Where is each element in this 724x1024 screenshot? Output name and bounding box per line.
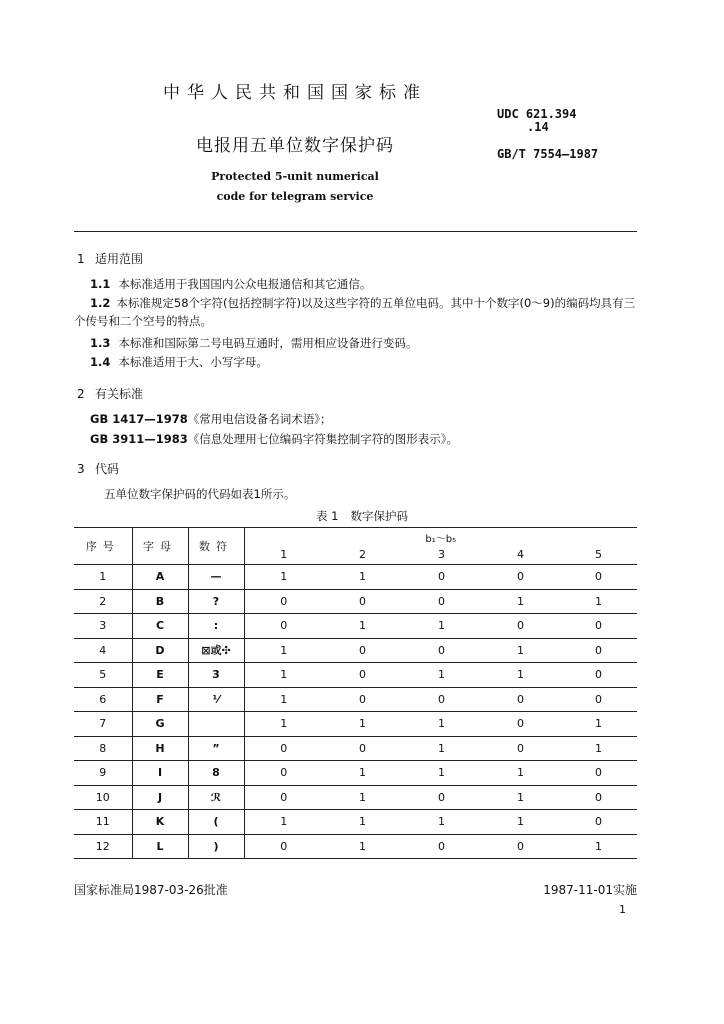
cell-bit-1: 1 [244,663,323,688]
gb-number: GB/T 7554—1987 [497,147,599,161]
cell-letter: C [132,614,188,639]
cell-bit-2: 1 [323,785,402,810]
cell-letter: A [132,565,188,590]
clause-text: 本标准规定58个字符(包括控制字符)以及这些字符的五单位电码。其中十个数字(0～9)的编码均具有三个传号和二个空号的特点。 [74,296,636,328]
cell-letter: H [132,736,188,761]
section-number: 3 [77,462,85,476]
cell-bit-3: 1 [402,614,481,639]
header-bit-5: 5 [560,545,637,565]
cell-bit-1: 1 [244,712,323,737]
reference-title: 《信息处理用七位编码字符集控制字符的图形表示》。 [187,432,458,446]
cell-bit-2: 1 [323,712,402,737]
standard-title: 电报用五单位数字保护码 [196,136,394,156]
cell-figure: : [188,614,244,639]
cell-figure: ℛ [188,785,244,810]
clause-1-2 [74,294,637,330]
cell-bit-4: 0 [481,834,560,859]
header-bit-4: 4 [481,545,560,565]
cell-bit-4: 1 [481,810,560,835]
cell-bit-5: 1 [560,736,637,761]
table-row [74,638,637,663]
table-row [74,761,637,786]
cell-seq: 7 [74,712,132,737]
cell-bit-5: 1 [560,712,637,737]
clause-number: 1.1 [90,277,111,291]
cell-bit-3: 0 [402,589,481,614]
cell-bit-1: 0 [244,614,323,639]
cell-bit-5: 1 [560,589,637,614]
cell-bit-3: 1 [402,761,481,786]
reference-code: GB 1417—1978 [90,412,188,426]
cell-bit-2: 1 [323,614,402,639]
section-title: 有关标准 [95,387,144,401]
cell-bit-5: 0 [560,663,637,688]
table-caption-label: 表 1 [316,509,339,523]
header-bit-2: 2 [323,545,402,565]
approval-date: 国家标准局1987-03-26批准 [74,883,228,897]
cell-bit-3: 1 [402,712,481,737]
cell-letter: G [132,712,188,737]
english-title [0,167,590,207]
cell-bit-3: 1 [402,810,481,835]
clause-text: 本标准适用于我国国内公众电报通信和其它通信。 [118,277,372,291]
section-title: 代码 [95,462,120,476]
table-row [74,687,637,712]
cell-letter: L [132,834,188,859]
cell-bit-1: 1 [244,810,323,835]
clause-number: 1.4 [90,355,111,369]
clause-number: 1.3 [90,336,111,350]
cell-bit-5: 0 [560,785,637,810]
cell-letter: B [132,589,188,614]
cell-bit-5: 0 [560,810,637,835]
cell-figure: ? [188,589,244,614]
section-3-heading [77,460,119,477]
cell-figure: 3 [188,663,244,688]
header-figure: 数符 [188,528,244,565]
cell-seq: 12 [74,834,132,859]
code-table [74,527,637,859]
cell-bit-3: 0 [402,565,481,590]
section-3-intro: 五单位数字保护码的代码如表1所示。 [104,487,296,501]
table-row [74,736,637,761]
table-row [74,589,637,614]
clause-text: 本标准和国际第二号电码互通时，需用相应设备进行变码。 [118,336,418,350]
cell-bit-2: 0 [323,589,402,614]
cell-bit-4: 1 [481,638,560,663]
cell-letter: E [132,663,188,688]
cell-bit-2: 0 [323,638,402,663]
cell-seq: 5 [74,663,132,688]
cell-bit-1: 1 [244,638,323,663]
clause-1-1 [90,275,371,293]
cell-bit-2: 1 [323,834,402,859]
cell-letter: D [132,638,188,663]
clause-text: 本标准适用于大、小写字母。 [118,355,268,369]
reference-1 [90,410,331,428]
cell-bit-3: 1 [402,663,481,688]
section-title: 适用范围 [95,252,144,266]
cell-bit-4: 0 [481,614,560,639]
cell-bit-2: 0 [323,736,402,761]
effective-date: 1987-11-01实施 [543,883,637,897]
table-row [74,834,637,859]
cell-bit-1: 0 [244,589,323,614]
cell-bit-1: 0 [244,834,323,859]
cell-figure: ⅟ [188,687,244,712]
table-caption-title: 数字保护码 [350,509,408,523]
header-rule [74,231,637,232]
section-number: 1 [77,252,85,266]
table-row [74,565,637,590]
cell-bit-1: 1 [244,687,323,712]
cell-seq: 4 [74,638,132,663]
page-number: 1 [619,903,626,916]
table-header-row [74,528,637,545]
cell-seq: 6 [74,687,132,712]
reference-title: 《常用电信设备名词术语》； [187,412,332,426]
cell-bit-1: 1 [244,565,323,590]
clause-number: 1.2 [90,296,111,310]
cell-bit-2: 0 [323,687,402,712]
table-row [74,663,637,688]
cell-seq: 1 [74,565,132,590]
english-title-line-2: code for telegram service [216,190,374,203]
cell-letter: F [132,687,188,712]
cell-figure: ⊠或✣ [188,638,244,663]
table-body [74,565,637,859]
cell-figure: 8 [188,761,244,786]
cell-seq: 9 [74,761,132,786]
reference-2 [90,430,458,448]
section-1-heading [77,250,143,267]
cell-bit-4: 0 [481,687,560,712]
cell-bit-3: 0 [402,638,481,663]
cell-bit-2: 1 [323,810,402,835]
cell-seq: 10 [74,785,132,810]
cell-bit-4: 1 [481,785,560,810]
cell-bit-5: 0 [560,614,637,639]
cell-figure: ( [188,810,244,835]
table-row [74,785,637,810]
clause-1-3 [90,334,417,352]
cell-seq: 11 [74,810,132,835]
cell-bit-5: 0 [560,638,637,663]
cell-bit-2: 1 [323,761,402,786]
udc-line-2: .14 [527,120,549,134]
cell-bit-2: 0 [323,663,402,688]
cell-letter: J [132,785,188,810]
cell-bit-3: 0 [402,785,481,810]
english-title-line-1: Protected 5-unit numerical [211,170,379,183]
cell-seq: 2 [74,589,132,614]
cell-bit-1: 0 [244,736,323,761]
cell-bit-5: 0 [560,761,637,786]
cell-bit-3: 0 [402,834,481,859]
cell-bit-3: 0 [402,687,481,712]
cell-bit-1: 0 [244,761,323,786]
header-seq: 序号 [74,528,132,565]
table-row [74,712,637,737]
cell-figure: ” [188,736,244,761]
cell-letter: K [132,810,188,835]
table-row [74,614,637,639]
section-2-heading [77,385,143,402]
header-bit-1: 1 [244,545,323,565]
header-bits: b₁～b₅ [244,528,637,545]
cell-bit-2: 1 [323,565,402,590]
cell-bit-4: 0 [481,565,560,590]
cell-bit-4: 0 [481,736,560,761]
cell-bit-4: 1 [481,663,560,688]
header-letter: 字母 [132,528,188,565]
header-bit-3: 3 [402,545,481,565]
cell-bit-5: 0 [560,565,637,590]
cell-bit-4: 1 [481,589,560,614]
cell-bit-5: 1 [560,834,637,859]
cell-bit-3: 1 [402,736,481,761]
table-caption [0,508,724,524]
cell-figure [188,712,244,737]
section-number: 2 [77,387,85,401]
clause-1-4 [90,353,268,371]
cell-figure: — [188,565,244,590]
cell-bit-1: 0 [244,785,323,810]
cell-figure: ) [188,834,244,859]
table-row [74,810,637,835]
org-title: 中华人民共和国国家标准 [163,83,427,103]
reference-code: GB 3911—1983 [90,432,188,446]
cell-bit-4: 0 [481,712,560,737]
cell-letter: I [132,761,188,786]
cell-bit-4: 1 [481,761,560,786]
udc-line-1: UDC 621.394 [497,107,577,121]
cell-seq: 3 [74,614,132,639]
cell-seq: 8 [74,736,132,761]
cell-bit-5: 0 [560,687,637,712]
